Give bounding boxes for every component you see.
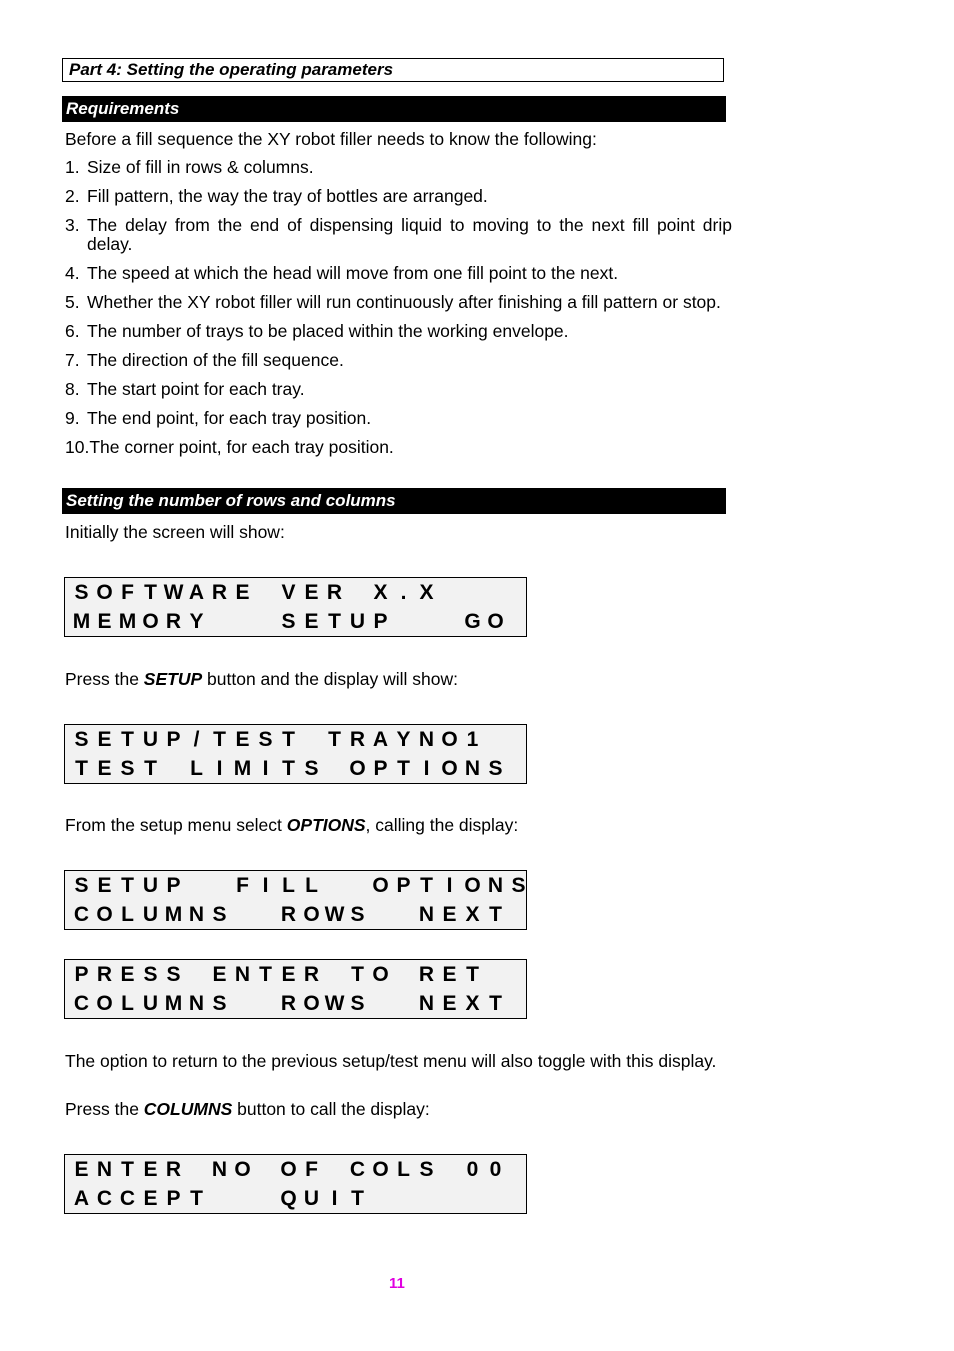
lcd-char: O: [303, 992, 320, 1015]
lcd-char: X: [465, 992, 480, 1015]
list-item: 7. The direction of the fill sequence.: [65, 350, 344, 370]
lcd-char: /: [193, 728, 200, 751]
lcd-char: O: [372, 963, 389, 986]
lcd-char: 0: [489, 1158, 502, 1181]
lcd-char: S: [488, 757, 503, 780]
lcd-char: X: [373, 581, 388, 604]
lcd-char: O: [464, 874, 481, 897]
lcd-char: U: [142, 992, 159, 1015]
lcd-char: O: [487, 610, 504, 633]
lcd-display-enter-cols: [64, 1154, 527, 1214]
lcd-char: E: [120, 963, 135, 986]
lcd-char: T: [351, 963, 364, 986]
lcd-char: T: [466, 963, 479, 986]
lcd-char: S: [74, 728, 89, 751]
lcd-char: O: [142, 610, 159, 633]
lcd-char: O: [96, 903, 113, 926]
section-header-rows-columns: Setting the number of rows and columns: [62, 488, 726, 514]
lcd-char: U: [349, 610, 366, 633]
lcd-char: T: [121, 1158, 134, 1181]
lcd-char: O: [303, 903, 320, 926]
list-item: 5. Whether the XY robot filler will run continuously after finishing a fill pattern or stop.: [65, 292, 721, 312]
lcd-char: O: [372, 1158, 389, 1181]
lcd-char: T: [259, 963, 272, 986]
lcd-char: N: [418, 903, 435, 926]
lcd-char: L: [305, 874, 318, 897]
lcd-display-setup-test: [64, 724, 527, 784]
lcd-char: U: [142, 728, 159, 751]
lcd-char: R: [418, 963, 435, 986]
lcd-char: S: [74, 581, 89, 604]
lcd-char: O: [372, 874, 389, 897]
lcd-char: 0: [466, 1158, 479, 1181]
lcd-char: C: [73, 903, 90, 926]
lcd-char: R: [211, 581, 228, 604]
lcd-char: R: [96, 963, 113, 986]
lcd-char: N: [211, 1158, 228, 1181]
lcd-char: S: [304, 757, 319, 780]
lcd-char: T: [282, 757, 295, 780]
lcd-char: M: [118, 610, 137, 633]
lcd-char: T: [397, 757, 410, 780]
lcd-char: R: [280, 992, 297, 1015]
lcd-char: N: [487, 874, 504, 897]
lcd-char: P: [396, 874, 411, 897]
lcd-char: O: [280, 1158, 297, 1181]
lcd-char: R: [165, 1158, 182, 1181]
lcd-char: E: [442, 963, 457, 986]
lcd-char: E: [304, 581, 319, 604]
lcd-char: T: [144, 757, 157, 780]
lcd-char: N: [418, 728, 435, 751]
lcd-char: T: [190, 1187, 203, 1210]
lcd-char: T: [489, 903, 502, 926]
lcd-char: N: [188, 903, 205, 926]
lcd-char: E: [304, 610, 319, 633]
lcd-char: N: [464, 757, 481, 780]
lcd-char: V: [281, 581, 296, 604]
lcd-char: Y: [189, 610, 204, 633]
lcd-char: I: [446, 874, 453, 897]
lcd-char: P: [166, 1187, 181, 1210]
lcd-char: Y: [396, 728, 411, 751]
setup-instruction: Press the SETUP button and the display will show:: [65, 669, 458, 689]
lcd-char: E: [235, 728, 250, 751]
lcd-char: T: [144, 581, 157, 604]
lcd-char: E: [143, 1158, 158, 1181]
lcd-char: C: [96, 1187, 113, 1210]
lcd-char: W: [163, 581, 184, 604]
lcd-char: C: [73, 992, 90, 1015]
lcd-char: S: [350, 903, 365, 926]
lcd-char: S: [350, 992, 365, 1015]
lcd-char: S: [120, 757, 135, 780]
lcd-char: L: [121, 992, 134, 1015]
lcd-char: T: [351, 1187, 364, 1210]
list-item: 8. The start point for each tray.: [65, 379, 305, 399]
lcd-char: I: [216, 757, 223, 780]
lcd-char: T: [489, 992, 502, 1015]
lcd-char: N: [418, 992, 435, 1015]
lcd-char: U: [303, 1187, 320, 1210]
lcd-char: E: [143, 1187, 158, 1210]
columns-keyword: COLUMNS: [143, 1099, 233, 1119]
lcd-char: N: [96, 1158, 113, 1181]
lcd-char: W: [324, 903, 345, 926]
options-instruction: From the setup menu select OPTIONS, calling the display:: [65, 815, 519, 835]
lcd-char: S: [281, 610, 296, 633]
lcd-char: W: [324, 992, 345, 1015]
lcd-char: O: [96, 581, 113, 604]
lcd-char: O: [349, 757, 366, 780]
lcd-char: O: [96, 992, 113, 1015]
list-item: 9. The end point, for each tray position.: [65, 408, 372, 428]
lcd-char: Q: [280, 1187, 297, 1210]
initial-screen-text: Initially the screen will show:: [65, 522, 285, 542]
section-header-requirements: Requirements: [62, 96, 726, 122]
lcd-char: R: [165, 610, 182, 633]
lcd-char: T: [328, 610, 341, 633]
lcd-char: P: [373, 757, 388, 780]
lcd-char: S: [143, 963, 158, 986]
lcd-char: P: [166, 728, 181, 751]
lcd-char: O: [441, 728, 458, 751]
page-number: 11: [389, 1275, 405, 1292]
options-keyword: OPTIONS: [286, 815, 366, 835]
lcd-char: A: [188, 581, 205, 604]
lcd-char: F: [305, 1158, 318, 1181]
lcd-char: E: [235, 581, 250, 604]
lcd-char: S: [166, 963, 181, 986]
lcd-char: M: [164, 903, 183, 926]
lcd-char: I: [262, 757, 269, 780]
list-item: 1. Size of fill in rows & columns.: [65, 157, 314, 177]
lcd-char: M: [164, 992, 183, 1015]
lcd-char: E: [442, 903, 457, 926]
lcd-char: E: [442, 992, 457, 1015]
lcd-char: O: [441, 757, 458, 780]
lcd-char: I: [262, 874, 269, 897]
lcd-char: L: [282, 874, 295, 897]
lcd-char: R: [280, 903, 297, 926]
lcd-char: L: [190, 757, 203, 780]
list-item: 2. Fill pattern, the way the tray of bottles are arranged.: [65, 186, 488, 206]
lcd-display-fill-options: [64, 870, 527, 930]
lcd-display-press-enter: [64, 959, 527, 1019]
lcd-char: O: [234, 1158, 251, 1181]
lcd-char: L: [121, 903, 134, 926]
lcd-char: T: [328, 728, 341, 751]
setup-keyword: SETUP: [143, 669, 203, 689]
lcd-char: E: [97, 610, 112, 633]
lcd-char: C: [119, 1187, 136, 1210]
lcd-display-software: [64, 577, 527, 637]
lcd-char: F: [121, 581, 134, 604]
lcd-char: T: [121, 874, 134, 897]
lcd-char: T: [213, 728, 226, 751]
lcd-char: G: [464, 610, 481, 633]
lcd-char: M: [72, 610, 91, 633]
lcd-char: S: [258, 728, 273, 751]
lcd-char: .: [400, 581, 407, 604]
lcd-char: R: [326, 581, 343, 604]
lcd-char: T: [121, 728, 134, 751]
lcd-char: E: [97, 728, 112, 751]
lcd-char: E: [74, 1158, 89, 1181]
lcd-char: A: [372, 728, 389, 751]
lcd-char: U: [142, 903, 159, 926]
list-item: 4. The speed at which the head will move from one fill point to the next.: [65, 263, 619, 283]
lcd-char: R: [349, 728, 366, 751]
lcd-char: N: [234, 963, 251, 986]
requirements-list: [65, 158, 732, 467]
columns-instruction: Press the COLUMNS button to call the display:: [65, 1099, 430, 1119]
lcd-char: X: [465, 903, 480, 926]
lcd-char: P: [373, 610, 388, 633]
lcd-char: N: [188, 992, 205, 1015]
lcd-char: E: [97, 757, 112, 780]
lcd-char: T: [282, 728, 295, 751]
lcd-char: E: [97, 874, 112, 897]
lcd-char: C: [349, 1158, 366, 1181]
intro-paragraph: Before a fill sequence the XY robot filler needs to know the following:: [65, 129, 597, 149]
lcd-char: E: [281, 963, 296, 986]
lcd-char: L: [397, 1158, 410, 1181]
lcd-char: P: [166, 874, 181, 897]
list-item: 6. The number of trays to be placed within the working envelope.: [65, 321, 569, 341]
lcd-char: I: [331, 1187, 338, 1210]
lcd-char: S: [212, 903, 227, 926]
lcd-char: T: [75, 757, 88, 780]
lcd-char: S: [511, 874, 526, 897]
lcd-char: X: [419, 581, 434, 604]
lcd-char: E: [212, 963, 227, 986]
lcd-char: I: [423, 757, 430, 780]
lcd-char: T: [420, 874, 433, 897]
lcd-char: R: [303, 963, 320, 986]
lcd-char: S: [74, 874, 89, 897]
lcd-char: 1: [466, 728, 479, 751]
lcd-char: A: [73, 1187, 90, 1210]
lcd-char: M: [233, 757, 252, 780]
list-item: 10. The corner point, for each tray position.: [65, 437, 394, 457]
part-title: Part 4: Setting the operating parameters: [62, 58, 724, 82]
lcd-char: S: [419, 1158, 434, 1181]
list-item: 3. The delay from the end of dispensing liquid to moving to the next fill point drip delay.: [65, 215, 732, 254]
lcd-char: S: [212, 992, 227, 1015]
lcd-char: F: [236, 874, 249, 897]
toggle-paragraph: The option to return to the previous setup/test menu will also toggle with this display.: [65, 1051, 717, 1071]
lcd-char: U: [142, 874, 159, 897]
lcd-char: P: [74, 963, 89, 986]
